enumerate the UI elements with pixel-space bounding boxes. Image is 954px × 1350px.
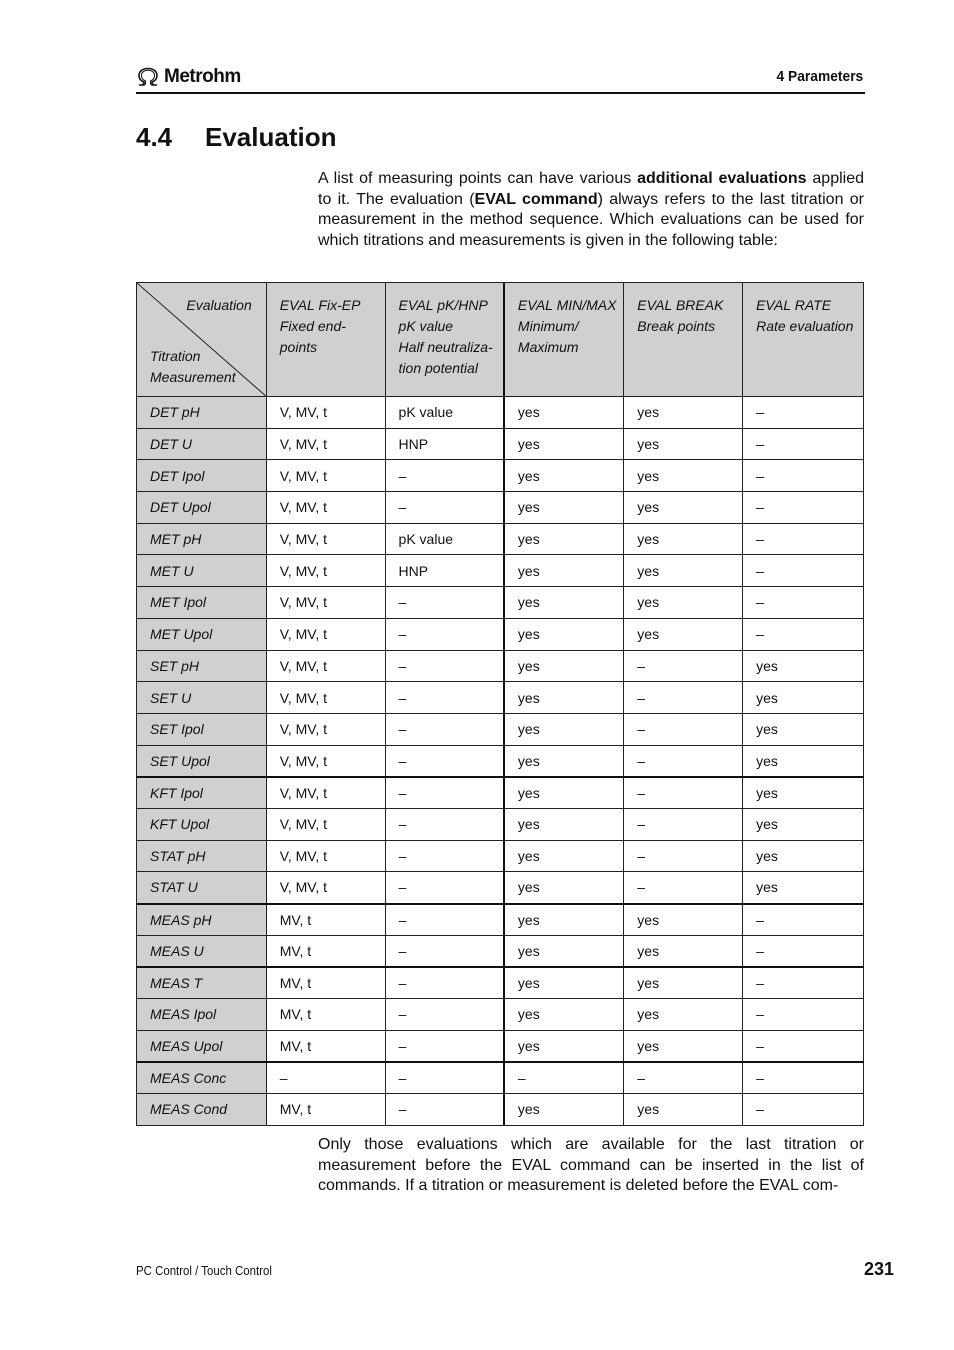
table-cell: V, MV, t (266, 555, 385, 587)
table-cell: yes (504, 1094, 624, 1126)
table-cell: – (743, 904, 864, 936)
table-row (137, 1030, 864, 1062)
table-cell: – (385, 1062, 504, 1094)
table-cell: – (743, 492, 864, 524)
table-cell: yes (504, 618, 624, 650)
table-cell: – (743, 587, 864, 619)
table-row (137, 935, 864, 967)
table-row (137, 397, 864, 429)
table-cell: yes (504, 1030, 624, 1062)
table-cell: yes (624, 904, 743, 936)
intro-text-3: ) always refers to the last titration or measurement in the method sequence. Which evaluations can be used for which titrations and measurements is given in the following table: (318, 190, 864, 249)
row-label: SET Upol (137, 745, 267, 777)
table-cell: – (385, 745, 504, 777)
table-row (137, 999, 864, 1031)
table-cell: – (385, 808, 504, 840)
table-cell: yes (624, 587, 743, 619)
table-cell: yes (504, 460, 624, 492)
row-label: STAT pH (137, 840, 267, 872)
table-cell: yes (743, 808, 864, 840)
row-label: MET U (137, 555, 267, 587)
row-label: KFT Upol (137, 808, 267, 840)
row-label: MET Ipol (137, 587, 267, 619)
table-cell: V, MV, t (266, 872, 385, 904)
column-header-line: Maximum (517, 339, 579, 355)
table-cell: – (385, 967, 504, 999)
table-cell: yes (504, 967, 624, 999)
table-cell: yes (504, 808, 624, 840)
table-cell: pK value (385, 397, 504, 429)
table-cell: – (385, 777, 504, 809)
row-label: DET Upol (137, 492, 267, 524)
row-label: STAT U (137, 872, 267, 904)
column-header-line: EVAL MIN/MAX (517, 297, 617, 313)
table-row (137, 967, 864, 999)
column-header-line: EVAL pK/HNP (398, 297, 488, 313)
section-heading (136, 122, 336, 153)
table-cell: yes (624, 397, 743, 429)
table-cell: – (385, 1094, 504, 1126)
column-header-4 (624, 283, 743, 397)
table-cell: – (743, 1030, 864, 1062)
corner-label-measurement: Measurement (150, 369, 236, 385)
table-row (137, 492, 864, 524)
table-cell: – (743, 999, 864, 1031)
table-row (137, 840, 864, 872)
table-cell: yes (504, 777, 624, 809)
table-cell: yes (743, 777, 864, 809)
table-cell: V, MV, t (266, 650, 385, 682)
row-label: DET Ipol (137, 460, 267, 492)
table-cell: yes (624, 935, 743, 967)
table-cell: yes (504, 650, 624, 682)
intro-text-1: A list of measuring points can have various (318, 170, 638, 187)
table-cell: yes (504, 587, 624, 619)
table-cell: – (504, 1062, 624, 1094)
table-cell: – (743, 397, 864, 429)
table-row (137, 587, 864, 619)
table-cell: – (385, 682, 504, 714)
section-number: 4.4 (136, 122, 173, 152)
table-row (137, 682, 864, 714)
table-row (137, 523, 864, 555)
table-cell: yes (624, 428, 743, 460)
row-label: MEAS U (137, 935, 267, 967)
table-cell: – (624, 745, 743, 777)
chapter-title: 4 Parameters (776, 68, 863, 85)
table-header-row (137, 283, 864, 397)
table-cell: yes (504, 999, 624, 1031)
row-label: MET pH (137, 523, 267, 555)
table-cell: V, MV, t (266, 618, 385, 650)
table-cell: – (743, 1062, 864, 1094)
table-cell: – (743, 1094, 864, 1126)
table-cell: yes (743, 872, 864, 904)
row-label: DET pH (137, 397, 267, 429)
table-cell: yes (624, 618, 743, 650)
row-label: DET U (137, 428, 267, 460)
table-row (137, 713, 864, 745)
table-cell: yes (624, 523, 743, 555)
table-cell: yes (743, 840, 864, 872)
table-cell: yes (504, 555, 624, 587)
table-cell: – (743, 935, 864, 967)
intro-bold-1: additional evaluations (637, 170, 807, 187)
column-header-line: Fixed end- (279, 318, 346, 334)
table-cell: yes (624, 492, 743, 524)
table-cell: V, MV, t (266, 428, 385, 460)
row-label: SET Ipol (137, 713, 267, 745)
column-header-1 (266, 283, 385, 397)
table-cell: – (624, 872, 743, 904)
table-cell: yes (504, 682, 624, 714)
table-cell: MV, t (266, 999, 385, 1031)
intro-paragraph (318, 169, 864, 251)
table-cell: V, MV, t (266, 492, 385, 524)
table-cell: – (385, 492, 504, 524)
table-row (137, 872, 864, 904)
page-header (136, 62, 865, 94)
table-cell: V, MV, t (266, 840, 385, 872)
table-cell: V, MV, t (266, 745, 385, 777)
row-label: MEAS pH (137, 904, 267, 936)
table-cell: – (385, 935, 504, 967)
table-cell: yes (504, 745, 624, 777)
table-cell: – (743, 618, 864, 650)
table-cell: – (743, 523, 864, 555)
table-row (137, 1094, 864, 1126)
table-cell: yes (504, 713, 624, 745)
table-row (137, 904, 864, 936)
table-cell: yes (624, 460, 743, 492)
table-cell: HNP (385, 428, 504, 460)
table-body (137, 397, 864, 1126)
table-cell: V, MV, t (266, 682, 385, 714)
table-cell: – (385, 872, 504, 904)
row-label: MEAS Ipol (137, 999, 267, 1031)
column-header-line: Half neutraliza- (398, 339, 493, 355)
table-cell: yes (504, 935, 624, 967)
table-cell: yes (743, 713, 864, 745)
table-cell: yes (624, 967, 743, 999)
table-cell: yes (504, 397, 624, 429)
table-cell: – (743, 460, 864, 492)
column-header-line: Minimum/ (517, 318, 579, 334)
table-cell: – (385, 460, 504, 492)
table-cell: MV, t (266, 935, 385, 967)
row-label: MEAS Upol (137, 1030, 267, 1062)
intro-text-2: applied to it. The evaluation ( (318, 170, 865, 208)
table-cell: V, MV, t (266, 460, 385, 492)
table-cell: yes (504, 904, 624, 936)
table-cell: yes (624, 1094, 743, 1126)
table-cell: MV, t (266, 1094, 385, 1126)
corner-label-titration: Titration (150, 348, 201, 364)
table-cell: – (385, 713, 504, 745)
table-row (137, 460, 864, 492)
table-cell: – (624, 777, 743, 809)
table-cell: yes (624, 555, 743, 587)
table-cell: – (624, 682, 743, 714)
brand-logo (136, 66, 241, 88)
column-header-line: pK value (398, 318, 454, 334)
column-header-3 (504, 283, 624, 397)
row-label: MEAS Conc (137, 1062, 267, 1094)
table-cell: – (385, 999, 504, 1031)
corner-cell (137, 283, 267, 397)
table-cell: V, MV, t (266, 523, 385, 555)
table-cell: – (624, 808, 743, 840)
evaluation-table (136, 282, 864, 1126)
table-cell: V, MV, t (266, 777, 385, 809)
row-label: MEAS T (137, 967, 267, 999)
table-cell: – (266, 1062, 385, 1094)
table-cell: pK value (385, 523, 504, 555)
footer-product: PC Control / Touch Control (136, 1263, 272, 1278)
table-cell: V, MV, t (266, 808, 385, 840)
row-label: SET U (137, 682, 267, 714)
column-header-line: EVAL Fix-EP (279, 297, 361, 313)
table-row (137, 555, 864, 587)
table-cell: – (385, 587, 504, 619)
column-header-2 (385, 283, 504, 397)
table-cell: HNP (385, 555, 504, 587)
table-cell: yes (504, 523, 624, 555)
column-header-5 (743, 283, 864, 397)
table-cell: MV, t (266, 904, 385, 936)
table-row (137, 808, 864, 840)
table-cell: yes (624, 999, 743, 1031)
table-cell: yes (504, 872, 624, 904)
row-label: MET Upol (137, 618, 267, 650)
page-number: 231 (863, 1259, 894, 1279)
column-header-line: EVAL BREAK (637, 297, 724, 313)
table-cell: – (624, 650, 743, 682)
table-cell: – (385, 840, 504, 872)
table-cell: yes (504, 840, 624, 872)
column-header-line: EVAL RATE (756, 297, 832, 313)
table-cell: – (385, 904, 504, 936)
table-cell: – (743, 967, 864, 999)
table-cell: – (385, 650, 504, 682)
table-cell: V, MV, t (266, 713, 385, 745)
table-cell: – (743, 555, 864, 587)
intro-bold-2: EVAL command (474, 190, 598, 208)
column-header-line: Break points (637, 318, 716, 334)
table-cell: yes (624, 1030, 743, 1062)
row-label: MEAS Cond (137, 1094, 267, 1126)
table-cell: – (624, 1062, 743, 1094)
table-cell: – (385, 1030, 504, 1062)
column-header-line: points (279, 339, 318, 355)
outro-paragraph: Only those evaluations which are available for the last titration or measurement before the EVAL command can be inserted in the list of commands. If a titration or measurement is deleted before the EVAL com- (318, 1136, 864, 1195)
table-row (137, 650, 864, 682)
table-cell: yes (504, 428, 624, 460)
table-cell: MV, t (266, 967, 385, 999)
row-label: SET pH (137, 650, 267, 682)
table-cell: yes (504, 492, 624, 524)
table-cell: – (385, 618, 504, 650)
table-row (137, 1062, 864, 1094)
table-cell: yes (743, 682, 864, 714)
table-row (137, 745, 864, 777)
omega-logo-icon (136, 67, 160, 87)
column-header-line: tion potential (398, 360, 478, 376)
brand-name: Metrohm (164, 66, 241, 87)
table-cell: yes (743, 650, 864, 682)
table-cell: – (624, 713, 743, 745)
corner-label-evaluation: Evaluation (186, 297, 252, 313)
table-cell: – (743, 428, 864, 460)
table-row (137, 777, 864, 809)
table-row (137, 618, 864, 650)
column-header-line: Rate evaluation (756, 318, 854, 334)
section-title: Evaluation (205, 122, 337, 152)
table-cell: V, MV, t (266, 397, 385, 429)
table-cell: – (624, 840, 743, 872)
table-row (137, 428, 864, 460)
table-cell: yes (743, 745, 864, 777)
table-cell: V, MV, t (266, 587, 385, 619)
row-label: KFT Ipol (137, 777, 267, 809)
table-cell: MV, t (266, 1030, 385, 1062)
